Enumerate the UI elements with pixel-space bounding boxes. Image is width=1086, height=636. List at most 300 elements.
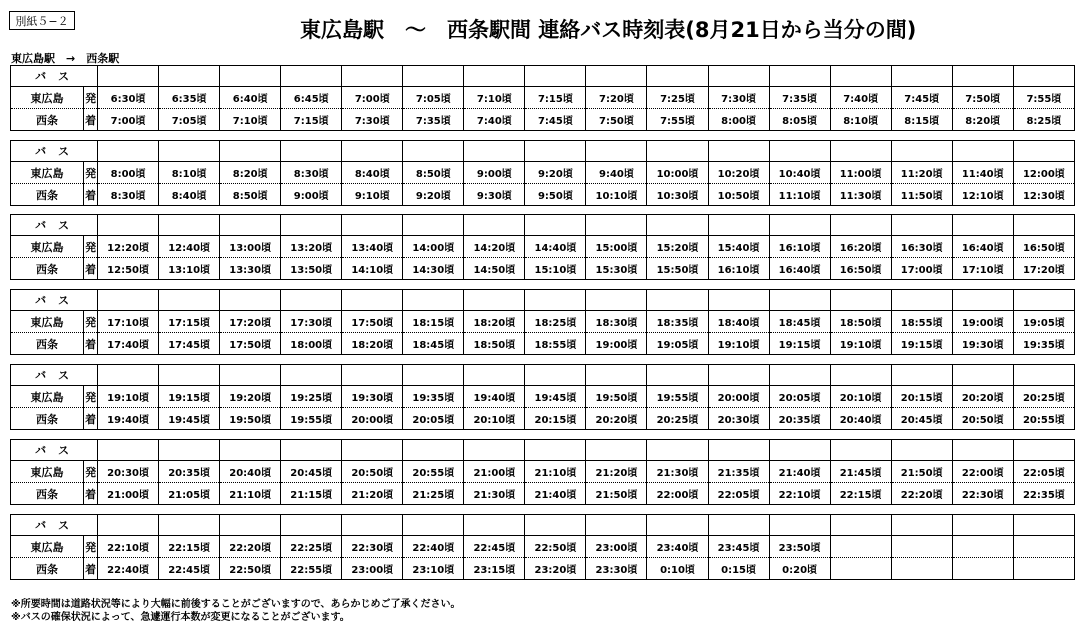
- arrival-time: 17:10頃: [952, 258, 1013, 280]
- bus-cell: [403, 66, 464, 87]
- bus-cell: [281, 440, 342, 461]
- arrival-time: 19:40頃: [98, 408, 159, 430]
- bus-cell: [525, 66, 586, 87]
- departure-time: 18:40頃: [708, 311, 769, 333]
- arrival-time: 23:20頃: [525, 558, 586, 580]
- departure-time: 22:25頃: [281, 536, 342, 558]
- bus-cell: [281, 290, 342, 311]
- departure-row: [11, 311, 1075, 333]
- departure-time: 19:15頃: [159, 386, 220, 408]
- departure-time: 22:50頃: [525, 536, 586, 558]
- arrival-time: 20:45頃: [891, 408, 952, 430]
- departure-time: 7:10頃: [464, 87, 525, 109]
- arrival-time: 16:40頃: [769, 258, 830, 280]
- bus-cell: [342, 215, 403, 236]
- departure-time: 19:35頃: [403, 386, 464, 408]
- bus-cell: [647, 290, 708, 311]
- departure-time: 13:40頃: [342, 236, 403, 258]
- departure-time: 7:00頃: [342, 87, 403, 109]
- bus-cell: [281, 215, 342, 236]
- bus-cell: [708, 215, 769, 236]
- departure-mark: 発: [84, 461, 98, 483]
- departure-time: 22:10頃: [98, 536, 159, 558]
- arrival-time: 19:15頃: [891, 333, 952, 355]
- arrival-time: 18:55頃: [525, 333, 586, 355]
- departure-mark: 発: [84, 536, 98, 558]
- bus-cell: [708, 66, 769, 87]
- departure-time: 23:40頃: [647, 536, 708, 558]
- bus-label: バ ス: [11, 365, 98, 386]
- bus-row: [11, 440, 1075, 461]
- departure-time: 18:50頃: [830, 311, 891, 333]
- bus-cell: [708, 440, 769, 461]
- bus-cell: [708, 290, 769, 311]
- bus-cell: [586, 141, 647, 162]
- to-station: 西条: [11, 184, 84, 206]
- departure-time: 21:30頃: [647, 461, 708, 483]
- bus-cell: [159, 515, 220, 536]
- arrival-mark: 着: [84, 333, 98, 355]
- arrival-time: 21:50頃: [586, 483, 647, 505]
- page-title: 東広島駅 ～ 西条駅間 連絡バス時刻表(8月21日から当分の間): [300, 18, 917, 42]
- bus-cell: [647, 515, 708, 536]
- departure-time: 7:25頃: [647, 87, 708, 109]
- arrival-time: 8:25頃: [1013, 109, 1074, 131]
- arrival-mark: 着: [84, 483, 98, 505]
- arrival-mark: 着: [84, 558, 98, 580]
- bus-cell: [98, 290, 159, 311]
- bus-cell: [586, 290, 647, 311]
- bus-cell: [1013, 440, 1074, 461]
- departure-time: [891, 536, 952, 558]
- bus-cell: [952, 215, 1013, 236]
- bus-cell: [769, 290, 830, 311]
- departure-time: 19:00頃: [952, 311, 1013, 333]
- bus-cell: [891, 290, 952, 311]
- bus-cell: [403, 215, 464, 236]
- bus-cell: [647, 141, 708, 162]
- departure-time: 7:30頃: [708, 87, 769, 109]
- departure-row: [11, 236, 1075, 258]
- departure-time: 20:05頃: [769, 386, 830, 408]
- departure-time: 23:45頃: [708, 536, 769, 558]
- departure-time: 7:05頃: [403, 87, 464, 109]
- arrival-time: 19:30頃: [952, 333, 1013, 355]
- arrival-time: 23:10頃: [403, 558, 464, 580]
- arrival-mark: 着: [84, 109, 98, 131]
- departure-time: 7:55頃: [1013, 87, 1074, 109]
- arrival-time: 10:10頃: [586, 184, 647, 206]
- arrival-row: [11, 184, 1075, 206]
- arrival-time: 20:30頃: [708, 408, 769, 430]
- arrival-time: 7:10頃: [220, 109, 281, 131]
- departure-time: 20:35頃: [159, 461, 220, 483]
- bus-cell: [952, 440, 1013, 461]
- departure-time: 22:20頃: [220, 536, 281, 558]
- to-station: 西条: [11, 408, 84, 430]
- departure-time: 22:45頃: [464, 536, 525, 558]
- bus-cell: [647, 66, 708, 87]
- arrival-time: 19:05頃: [647, 333, 708, 355]
- departure-time: 15:20頃: [647, 236, 708, 258]
- bus-label: バ ス: [11, 141, 98, 162]
- arrival-time: 17:50頃: [220, 333, 281, 355]
- arrival-time: 20:50頃: [952, 408, 1013, 430]
- bus-cell: [769, 66, 830, 87]
- arrival-time: [1013, 558, 1074, 580]
- from-station: 東広島: [11, 87, 84, 109]
- arrival-time: 16:50頃: [830, 258, 891, 280]
- arrival-time: 20:40頃: [830, 408, 891, 430]
- departure-time: [1013, 536, 1074, 558]
- arrival-time: 10:50頃: [708, 184, 769, 206]
- arrival-time: 20:20頃: [586, 408, 647, 430]
- bus-cell: [98, 515, 159, 536]
- departure-mark: 発: [84, 311, 98, 333]
- arrival-row: [11, 333, 1075, 355]
- arrival-time: 10:30頃: [647, 184, 708, 206]
- bus-cell: [220, 215, 281, 236]
- arrival-time: 23:15頃: [464, 558, 525, 580]
- arrival-time: 15:30頃: [586, 258, 647, 280]
- bus-cell: [159, 66, 220, 87]
- bus-cell: [159, 215, 220, 236]
- bus-cell: [830, 215, 891, 236]
- bus-cell: [220, 66, 281, 87]
- arrival-time: 22:00頃: [647, 483, 708, 505]
- arrival-time: 23:00頃: [342, 558, 403, 580]
- departure-time: 21:45頃: [830, 461, 891, 483]
- departure-time: 8:10頃: [159, 162, 220, 184]
- departure-time: 19:20頃: [220, 386, 281, 408]
- departure-time: 19:55頃: [647, 386, 708, 408]
- departure-time: 18:30頃: [586, 311, 647, 333]
- departure-time: 20:25頃: [1013, 386, 1074, 408]
- departure-time: 19:50頃: [586, 386, 647, 408]
- departure-time: 11:40頃: [952, 162, 1013, 184]
- departure-time: 7:50頃: [952, 87, 1013, 109]
- arrival-time: 11:10頃: [769, 184, 830, 206]
- departure-time: 14:00頃: [403, 236, 464, 258]
- departure-time: 6:40頃: [220, 87, 281, 109]
- bus-cell: [952, 66, 1013, 87]
- bus-row: [11, 365, 1075, 386]
- timetable-block: [10, 214, 1075, 280]
- bus-label: バ ス: [11, 215, 98, 236]
- arrival-time: 7:45頃: [525, 109, 586, 131]
- bus-cell: [342, 365, 403, 386]
- to-station: 西条: [11, 558, 84, 580]
- bus-cell: [647, 440, 708, 461]
- bus-cell: [281, 66, 342, 87]
- departure-time: 23:00頃: [586, 536, 647, 558]
- arrival-time: 19:10頃: [830, 333, 891, 355]
- arrival-time: 22:15頃: [830, 483, 891, 505]
- arrival-time: 19:35頃: [1013, 333, 1074, 355]
- bus-cell: [403, 440, 464, 461]
- arrival-time: 8:40頃: [159, 184, 220, 206]
- departure-time: 7:40頃: [830, 87, 891, 109]
- arrival-time: 7:35頃: [403, 109, 464, 131]
- arrival-time: 8:50頃: [220, 184, 281, 206]
- bus-cell: [952, 515, 1013, 536]
- arrival-time: 9:10頃: [342, 184, 403, 206]
- arrival-time: 8:30頃: [98, 184, 159, 206]
- arrival-time: 13:10頃: [159, 258, 220, 280]
- arrival-time: 15:10頃: [525, 258, 586, 280]
- bus-cell: [830, 365, 891, 386]
- bus-cell: [1013, 215, 1074, 236]
- departure-time: 21:10頃: [525, 461, 586, 483]
- arrival-time: 8:20頃: [952, 109, 1013, 131]
- arrival-time: 17:40頃: [98, 333, 159, 355]
- departure-time: 8:40頃: [342, 162, 403, 184]
- departure-time: 19:10頃: [98, 386, 159, 408]
- departure-time: 11:20頃: [891, 162, 952, 184]
- departure-time: 7:15頃: [525, 87, 586, 109]
- bus-cell: [342, 515, 403, 536]
- arrival-time: 20:10頃: [464, 408, 525, 430]
- departure-time: 18:20頃: [464, 311, 525, 333]
- departure-time: 13:00頃: [220, 236, 281, 258]
- route-label: 東広島駅 → 西条駅: [11, 52, 120, 65]
- bus-cell: [891, 365, 952, 386]
- from-station: 東広島: [11, 536, 84, 558]
- departure-time: 21:20頃: [586, 461, 647, 483]
- departure-time: 22:00頃: [952, 461, 1013, 483]
- bus-row: [11, 515, 1075, 536]
- arrival-time: 19:10頃: [708, 333, 769, 355]
- arrival-time: 21:05頃: [159, 483, 220, 505]
- arrival-time: 8:05頃: [769, 109, 830, 131]
- arrival-time: 8:00頃: [708, 109, 769, 131]
- arrival-time: 0:20頃: [769, 558, 830, 580]
- bus-cell: [1013, 515, 1074, 536]
- bus-cell: [220, 515, 281, 536]
- departure-time: 12:00頃: [1013, 162, 1074, 184]
- departure-time: 20:55頃: [403, 461, 464, 483]
- departure-time: 9:40頃: [586, 162, 647, 184]
- departure-time: 21:50頃: [891, 461, 952, 483]
- departure-time: 8:00頃: [98, 162, 159, 184]
- bus-cell: [891, 141, 952, 162]
- departure-time: 16:30頃: [891, 236, 952, 258]
- bus-cell: [281, 365, 342, 386]
- arrival-time: 19:45頃: [159, 408, 220, 430]
- arrival-time: 20:55頃: [1013, 408, 1074, 430]
- note-line: ※バスの確保状況によって、急遽運行本数が変更になることがございます。: [11, 612, 350, 623]
- bus-row: [11, 215, 1075, 236]
- bus-label: バ ス: [11, 290, 98, 311]
- arrival-time: 13:50頃: [281, 258, 342, 280]
- bus-cell: [891, 66, 952, 87]
- bus-cell: [98, 215, 159, 236]
- bus-cell: [464, 440, 525, 461]
- arrival-time: 18:20頃: [342, 333, 403, 355]
- bus-row: [11, 290, 1075, 311]
- arrival-time: 21:00頃: [98, 483, 159, 505]
- bus-cell: [464, 515, 525, 536]
- bus-label: バ ス: [11, 515, 98, 536]
- bus-cell: [464, 66, 525, 87]
- arrival-time: 22:30頃: [952, 483, 1013, 505]
- departure-time: 17:50頃: [342, 311, 403, 333]
- bus-cell: [464, 365, 525, 386]
- bus-cell: [1013, 290, 1074, 311]
- arrival-time: 9:50頃: [525, 184, 586, 206]
- bus-cell: [403, 290, 464, 311]
- bus-cell: [586, 365, 647, 386]
- departure-time: 19:45頃: [525, 386, 586, 408]
- arrival-time: [952, 558, 1013, 580]
- departure-time: 22:40頃: [403, 536, 464, 558]
- departure-time: 21:35頃: [708, 461, 769, 483]
- arrival-time: 12:30頃: [1013, 184, 1074, 206]
- departure-time: 21:40頃: [769, 461, 830, 483]
- departure-time: 15:40頃: [708, 236, 769, 258]
- bus-cell: [220, 290, 281, 311]
- arrival-time: [891, 558, 952, 580]
- bus-cell: [159, 141, 220, 162]
- bus-cell: [403, 141, 464, 162]
- bus-cell: [159, 365, 220, 386]
- arrival-time: 18:00頃: [281, 333, 342, 355]
- bus-cell: [830, 66, 891, 87]
- departure-time: 19:25頃: [281, 386, 342, 408]
- bus-cell: [525, 290, 586, 311]
- arrival-mark: 着: [84, 408, 98, 430]
- departure-mark: 発: [84, 87, 98, 109]
- departure-time: 23:50頃: [769, 536, 830, 558]
- bus-cell: [586, 66, 647, 87]
- departure-time: 21:00頃: [464, 461, 525, 483]
- bus-cell: [220, 365, 281, 386]
- timetable-block: [10, 65, 1075, 131]
- arrival-row: [11, 258, 1075, 280]
- arrival-row: [11, 483, 1075, 505]
- bus-cell: [769, 215, 830, 236]
- bus-cell: [98, 141, 159, 162]
- arrival-time: 8:15頃: [891, 109, 952, 131]
- arrival-time: 17:00頃: [891, 258, 952, 280]
- bus-cell: [891, 215, 952, 236]
- from-station: 東広島: [11, 311, 84, 333]
- bus-cell: [98, 440, 159, 461]
- departure-time: 17:15頃: [159, 311, 220, 333]
- bus-label: バ ス: [11, 66, 98, 87]
- arrival-mark: 着: [84, 184, 98, 206]
- departure-mark: 発: [84, 386, 98, 408]
- departure-time: 10:20頃: [708, 162, 769, 184]
- arrival-time: 22:40頃: [98, 558, 159, 580]
- bus-label: バ ス: [11, 440, 98, 461]
- bus-cell: [708, 141, 769, 162]
- arrival-row: [11, 558, 1075, 580]
- bus-cell: [891, 440, 952, 461]
- from-station: 東広島: [11, 461, 84, 483]
- bus-cell: [342, 141, 403, 162]
- arrival-mark: 着: [84, 258, 98, 280]
- bus-cell: [891, 515, 952, 536]
- departure-time: 18:25頃: [525, 311, 586, 333]
- arrival-row: [11, 408, 1075, 430]
- arrival-time: 7:40頃: [464, 109, 525, 131]
- arrival-time: 21:10頃: [220, 483, 281, 505]
- departure-row: [11, 536, 1075, 558]
- bus-cell: [281, 141, 342, 162]
- departure-time: 20:15頃: [891, 386, 952, 408]
- departure-time: [830, 536, 891, 558]
- arrival-time: 13:30頃: [220, 258, 281, 280]
- bus-cell: [708, 365, 769, 386]
- bus-cell: [769, 440, 830, 461]
- arrival-time: 14:30頃: [403, 258, 464, 280]
- bus-cell: [342, 290, 403, 311]
- departure-time: 18:15頃: [403, 311, 464, 333]
- bus-cell: [952, 290, 1013, 311]
- bus-cell: [220, 440, 281, 461]
- timetable-block: [10, 439, 1075, 505]
- to-station: 西条: [11, 333, 84, 355]
- departure-time: 10:40頃: [769, 162, 830, 184]
- departure-time: 7:20頃: [586, 87, 647, 109]
- note-line: ※所要時間は道路状況等により大幅に前後することがございますので、あらかじめご了承ください。: [11, 599, 461, 610]
- arrival-time: 12:50頃: [98, 258, 159, 280]
- bus-cell: [464, 290, 525, 311]
- departure-time: [952, 536, 1013, 558]
- departure-time: 8:50頃: [403, 162, 464, 184]
- departure-time: 6:35頃: [159, 87, 220, 109]
- arrival-time: 11:50頃: [891, 184, 952, 206]
- arrival-time: [830, 558, 891, 580]
- bus-cell: [769, 141, 830, 162]
- departure-time: 16:50頃: [1013, 236, 1074, 258]
- arrival-time: 18:45頃: [403, 333, 464, 355]
- bus-cell: [159, 290, 220, 311]
- departure-time: 20:00頃: [708, 386, 769, 408]
- bus-cell: [525, 141, 586, 162]
- arrival-row: [11, 109, 1075, 131]
- arrival-time: 22:10頃: [769, 483, 830, 505]
- departure-time: 15:00頃: [586, 236, 647, 258]
- bus-cell: [830, 440, 891, 461]
- departure-time: 19:40頃: [464, 386, 525, 408]
- arrival-time: 12:10頃: [952, 184, 1013, 206]
- bus-cell: [830, 290, 891, 311]
- departure-row: [11, 87, 1075, 109]
- departure-time: 18:55頃: [891, 311, 952, 333]
- departure-time: 16:10頃: [769, 236, 830, 258]
- arrival-time: 20:35頃: [769, 408, 830, 430]
- bus-cell: [952, 365, 1013, 386]
- timetable-block: [10, 289, 1075, 355]
- departure-time: 20:45頃: [281, 461, 342, 483]
- bus-cell: [1013, 66, 1074, 87]
- departure-row: [11, 162, 1075, 184]
- bus-cell: [586, 215, 647, 236]
- timetable-block: [10, 140, 1075, 206]
- departure-time: 11:00頃: [830, 162, 891, 184]
- departure-time: 8:30頃: [281, 162, 342, 184]
- from-station: 東広島: [11, 386, 84, 408]
- arrival-time: 21:30頃: [464, 483, 525, 505]
- arrival-time: 7:50頃: [586, 109, 647, 131]
- departure-time: 16:40頃: [952, 236, 1013, 258]
- from-station: 東広島: [11, 162, 84, 184]
- bus-cell: [525, 440, 586, 461]
- departure-time: 19:05頃: [1013, 311, 1074, 333]
- bus-cell: [952, 141, 1013, 162]
